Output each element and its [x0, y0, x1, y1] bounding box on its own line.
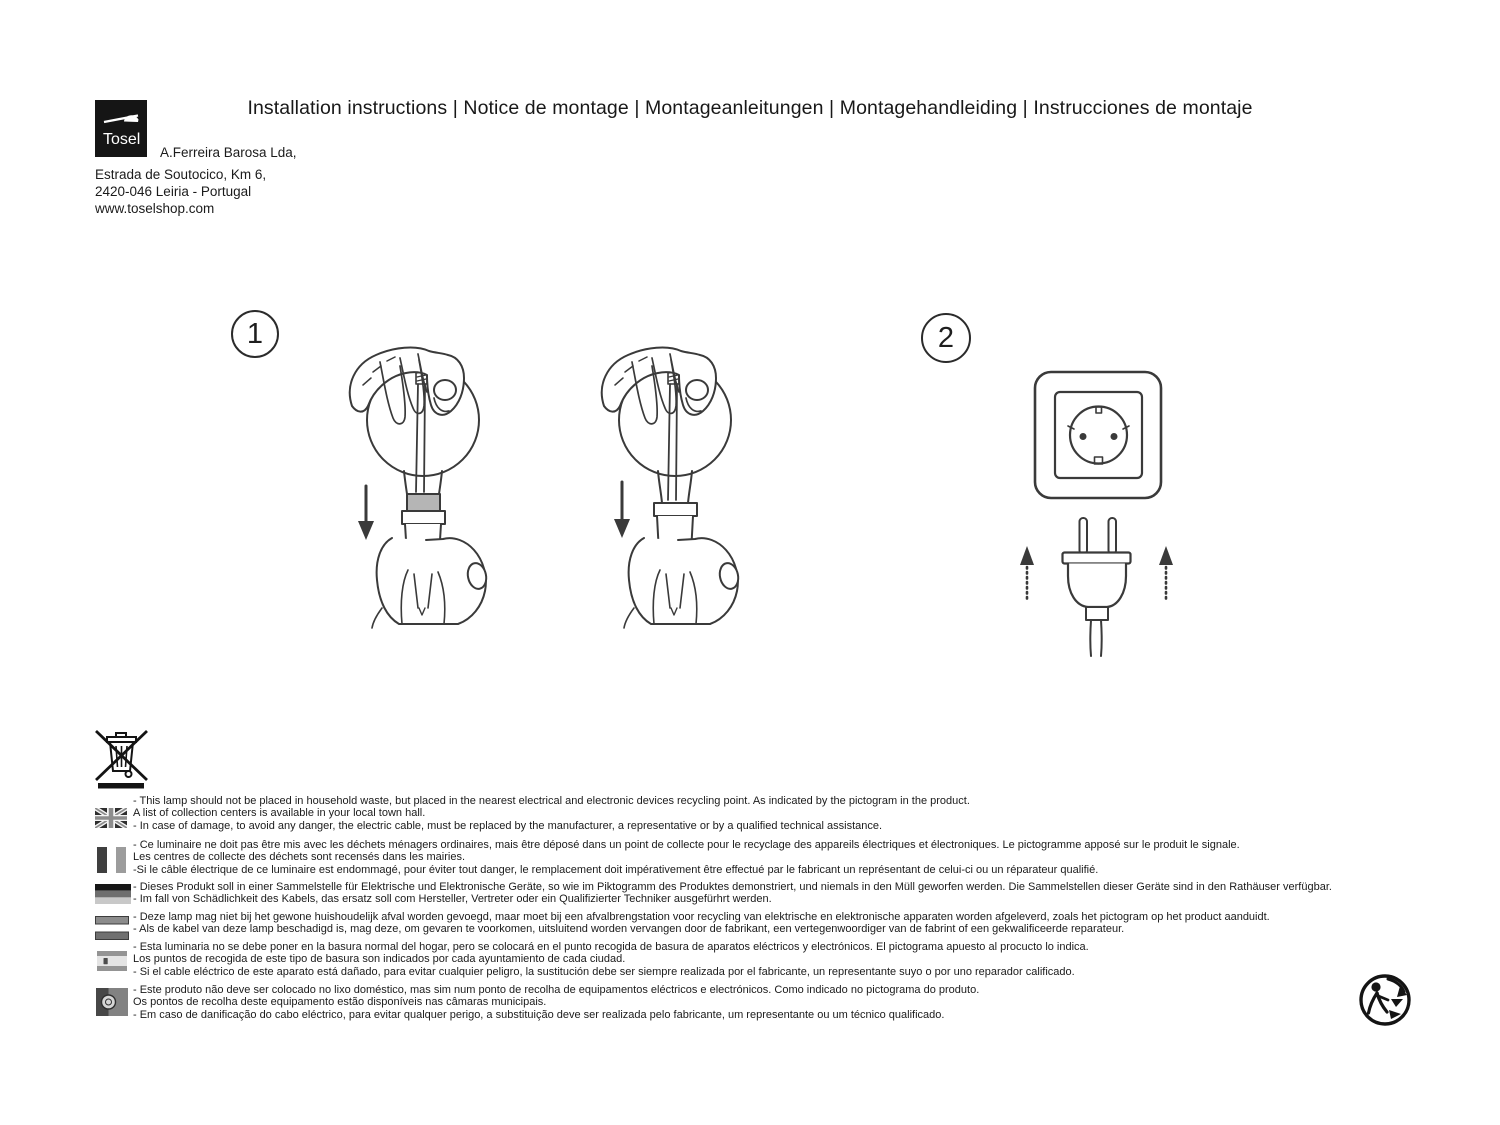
text-line: - Dieses Produkt soll in einer Sammelstelle für Elektrische und Elektronische Geräte, so wie im Piktogramm des Produktes demonstriert, und niemals in den Müll geworfen werden. Die Sammelstellen dieser Geräte sind in den Rathäuser verfügbar. — [133, 881, 1332, 893]
language-block-english — [95, 795, 1455, 832]
text-line: - This lamp should not be placed in household waste, but placed in the nearest electrical and electronic devices recycling point. As indicated by the pictogram in the product. — [133, 795, 970, 807]
bulb-screwing-illustration-2 — [582, 340, 752, 630]
text-line: - Ce luminaire ne doit pas être mis avec les déchets ménagers ordinaires, mais être déposé dans un point de collecte pour le recyclage des appareils électriques et électroniques. Le pictogramme apposé sur le produit le signale. — [133, 839, 1240, 851]
text-line: - In case of damage, to avoid any danger, the electric cable, must be replaced by the manufacturer, a representative or by a qualified technical assistance. — [133, 819, 883, 832]
text-line: Les centres de collecte des déchets sont recensés dans les mairies. — [133, 851, 466, 864]
france-flag-icon — [97, 847, 126, 873]
step-2-number: 2 — [921, 313, 971, 363]
portugal-flag-icon — [96, 988, 128, 1016]
language-block-portuguese — [95, 984, 1455, 1021]
text-line: Los puntos de recogida de este tipo de basura son indicados por cada ayuntamiento de cada ciudad. — [133, 953, 626, 966]
page-title: Installation instructions | Notice de montage | Montageanleitungen | Montagehandleiding | Instrucciones de montaje — [247, 97, 1253, 119]
text-line: A list of collection centers is available in your local town hall. — [133, 807, 426, 820]
text-line: Os pontos de recolha deste equipamento estão disponíveis nas câmaras municipais. — [133, 996, 547, 1009]
triman-recycling-icon — [1357, 972, 1413, 1028]
logo-text: Tosel — [103, 131, 141, 148]
language-block-german — [95, 881, 1455, 906]
company-name: A.Ferreira Barosa Lda, — [160, 145, 297, 160]
screw-band — [407, 494, 440, 511]
text-line: - Deze lamp mag niet bij het gewone huishoudelijk afval worden gevoegd, maar moet bij een afvalbrengstation voor recycling van elektrische en elektronische apparaten worden afgeleverd, zoals het pictogram op het product aanduidt. — [133, 911, 1270, 923]
language-block-dutch — [95, 911, 1455, 936]
text-line: - Em caso de danificação do cabo eléctrico, para evitar qualquer perigo, a substituição deve ser realizada pelo fabricante, um representante ou um técnico qualificado. — [133, 1008, 945, 1021]
text-line: - Este produto não deve ser colocado no lixo doméstico, mas sim num ponto de recolha de equipamentos eléctricos e electrónicos. Como indicado no pictograma do produto. — [133, 984, 980, 996]
weee-black-bar — [98, 783, 144, 789]
text-line: - Als de kabel van deze lamp beschadigd is, mag deze, om gevaren te voorkomen, uitsluitend worden vervangen door de fabrikant, een vertegenwoordiger van de fabrint of een gekwalificeerde reparateur. — [133, 923, 1125, 936]
netherlands-flag-icon — [95, 916, 129, 940]
tosel-logo — [95, 100, 147, 157]
down-arrow-icon — [358, 486, 374, 540]
portugal-emblem — [102, 995, 116, 1009]
language-block-french — [95, 839, 1455, 876]
spain-emblem — [104, 958, 108, 964]
weee-crossed-bin-icon — [92, 729, 150, 789]
language-block-spanish — [95, 941, 1455, 978]
uk-flag-icon — [95, 808, 127, 828]
company-website: www.toselshop.com — [95, 201, 215, 216]
company-street: Estrada de Soutocico, Km 6, — [95, 167, 267, 182]
bulb-screwing-illustration-1 — [330, 340, 500, 630]
wall-socket-and-plug-illustration — [1000, 350, 1220, 670]
up-arrow-icon — [1159, 546, 1173, 600]
up-arrow-icon — [1020, 546, 1034, 600]
company-city: 2420-046 Leiria - Portugal — [95, 184, 252, 199]
text-line: - Si el cable eléctrico de este aparato está dañado, para evitar cualquier peligro, la sustitución debe ser siempre realizada por el fabricante, un representante suyo o por uno reparador calificado. — [133, 965, 1075, 978]
power-plug-icon — [1063, 518, 1131, 656]
text-line: - Im fall von Schädlichkeit des Kabels, das ersatz soll com Hersteller, Vertreter oder ein Qualifizierter Techniker ausgefürhrt werden. — [133, 893, 772, 906]
spain-flag-icon — [97, 951, 127, 971]
down-arrow-icon — [614, 482, 630, 538]
schuko-socket-icon — [1035, 372, 1161, 498]
germany-flag-icon — [95, 884, 131, 904]
text-line: - Esta luminaria no se debe poner en la basura normal del hogar, pero se colocará en el punto recogida de basura de aparatos eléctricos y electrónicos. El pictograma apuesto al procucto lo indica. — [133, 941, 1089, 953]
text-line: -Si le câble électrique de ce luminaire est endommagé, pour éviter tout danger, le remplacement doit impérativement être effectué par le fabricant un représentant de celui-ci ou un réparateur qualifié. — [133, 863, 1099, 876]
step-1-number: 1 — [231, 310, 279, 358]
